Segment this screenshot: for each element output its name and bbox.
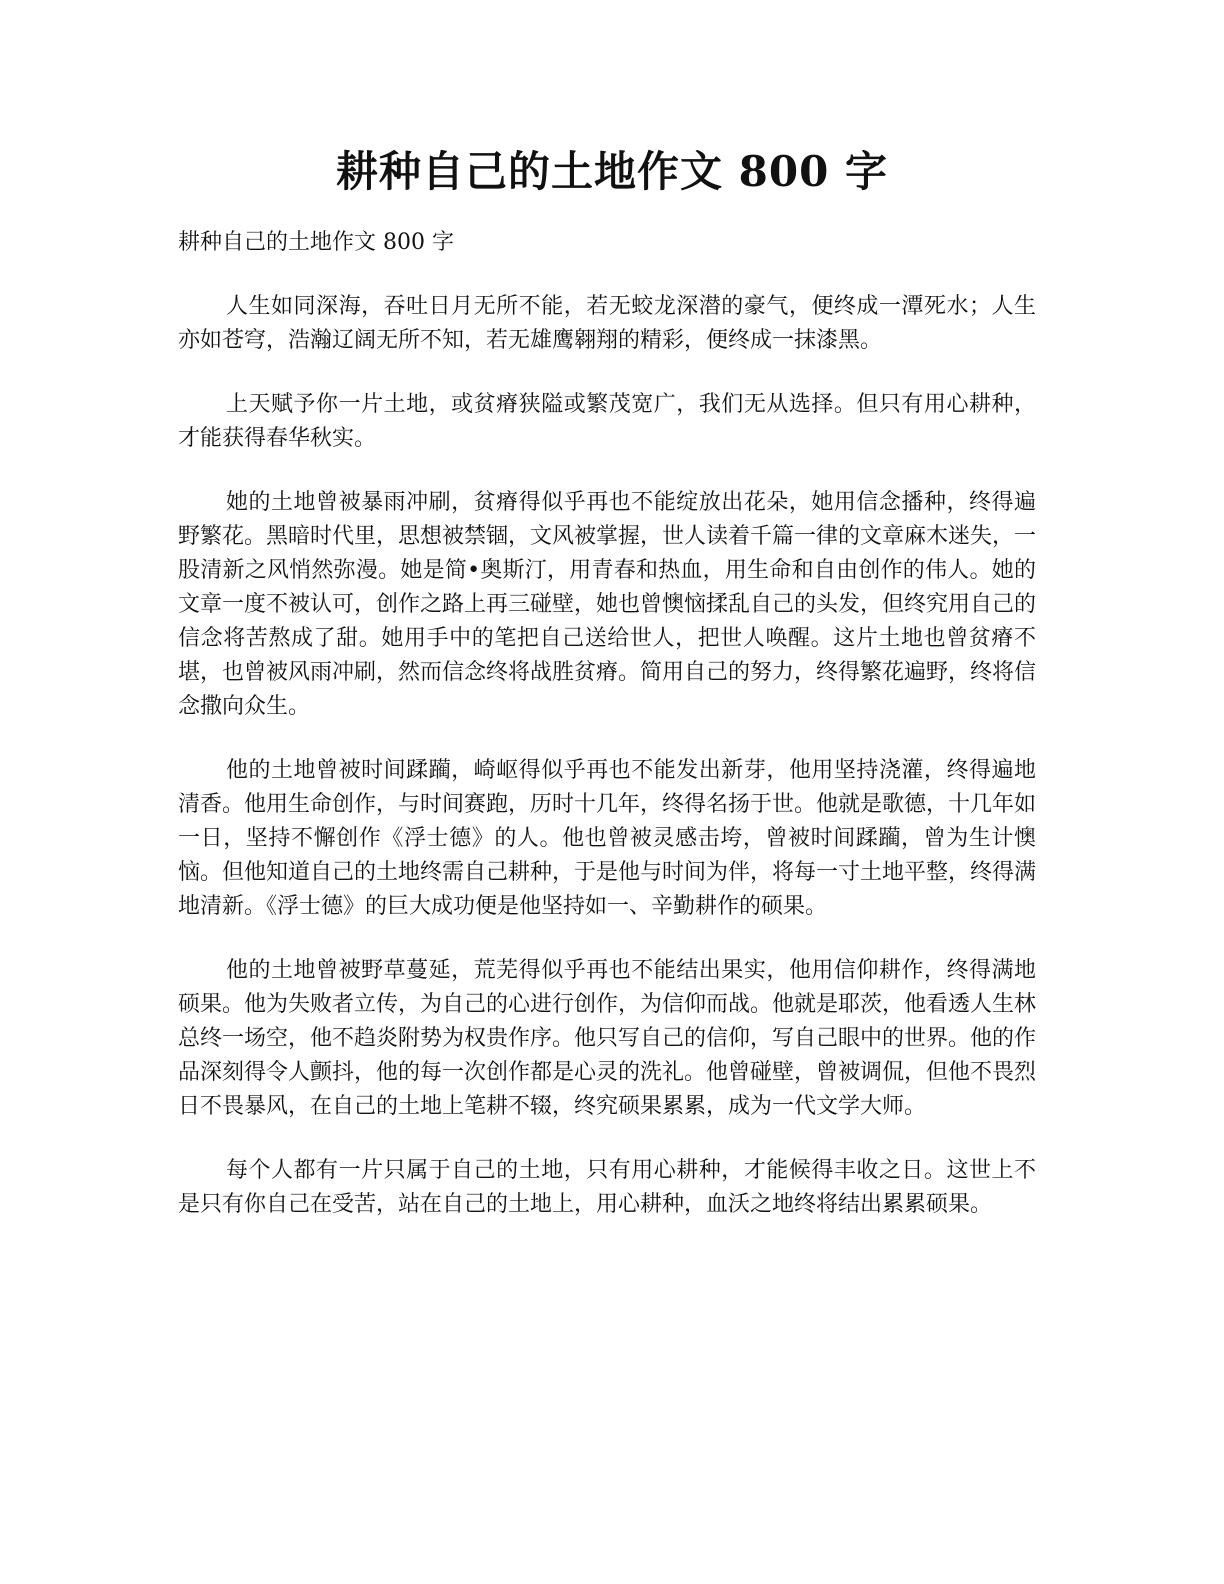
paragraph-6: 每个人都有一片只属于自己的土地，只有用心耕种，才能候得丰收之日。这世上不是只有你自己在受苦，站在自己的土地上，用心耕种，血沃之地终将结出累累硕果。 (178, 1158, 1036, 1217)
paragraph-3: 她的土地曾被暴雨冲刷，贫瘠得似乎再也不能绽放出花朵，她用信念播种，终得遍野繁花。黑暗时代里，思想被禁锢，文风被掌握，世人读着千篇一律的文章麻木迷失，一股清新之风悄然弥漫。她是简•奥斯汀，用青春和热血，用生命和自由创作的伟人。她的文章一度不被认可，创作之路上再三碰壁，她也曾懊恼揉乱自己的头发，但终究用自己的信念将苦熬成了甜。她用手中的笔把自己送给世人，把世人唤醒。这片土地也曾贫瘠不堪，也曾被风雨冲刷，然而信念终将战胜贫瘠。简用自己的努力，终得繁花遍野，终将信念撒向众生。 (178, 490, 1037, 719)
document-body (178, 226, 1036, 1252)
paragraph-5: 他的土地曾被野草蔓延，荒芜得似乎再也不能结出果实，他用信仰耕作，终得满地硕果。他为失败者立传，为自己的心进行创作，为信仰而战。他就是耶茨，他看透人生林总终一场空，他不趋炎附势为权贵作序。他只写自己的信仰，写自己眼中的世界。他的作品深刻得令人颤抖，他的每一次创作都是心灵的洗礼。他曾碰壁，曾被调侃，但他不畏烈日不畏暴风，在自己的土地上笔耕不辍，终究硕果累累，成为一代文学大师。 (178, 958, 1037, 1119)
paragraph-4: 他的土地曾被时间蹂躏，崎岖得似乎再也不能发出新芽，他用坚持浇灌，终得遍地清香。他用生命创作，与时间赛跑，历时十几年，终得名扬于世。他就是歌德，十几年如一日，坚持不懈创作《浮士德》的人。他也曾被灵感击垮，曾被时间蹂躏，曾为生计懊恼。但他知道自己的土地终需自己耕种，于是他与时间为伴，将每一寸土地平整，终得满地清新。《浮士德》的巨大成功便是他坚持如一、辛勤耕作的硕果。 (178, 758, 1037, 919)
paragraph-2: 上天赋予你一片土地，或贫瘠狭隘或繁茂宽广，我们无从选择。但只有用心耕种，才能获得春华秋实。 (178, 392, 1036, 451)
document-subtitle: 耕种自己的土地作文 800 字 (178, 230, 454, 255)
document-title: 耕种自己的土地作文 800 字 (336, 147, 888, 196)
paragraph-1: 人生如同深海，吞吐日月无所不能，若无蛟龙深潜的豪气，便终成一潭死水；人生亦如苍穹，浩瀚辽阔无所不知，若无雄鹰翱翔的精彩，便终成一抹漆黑。 (178, 294, 1036, 353)
